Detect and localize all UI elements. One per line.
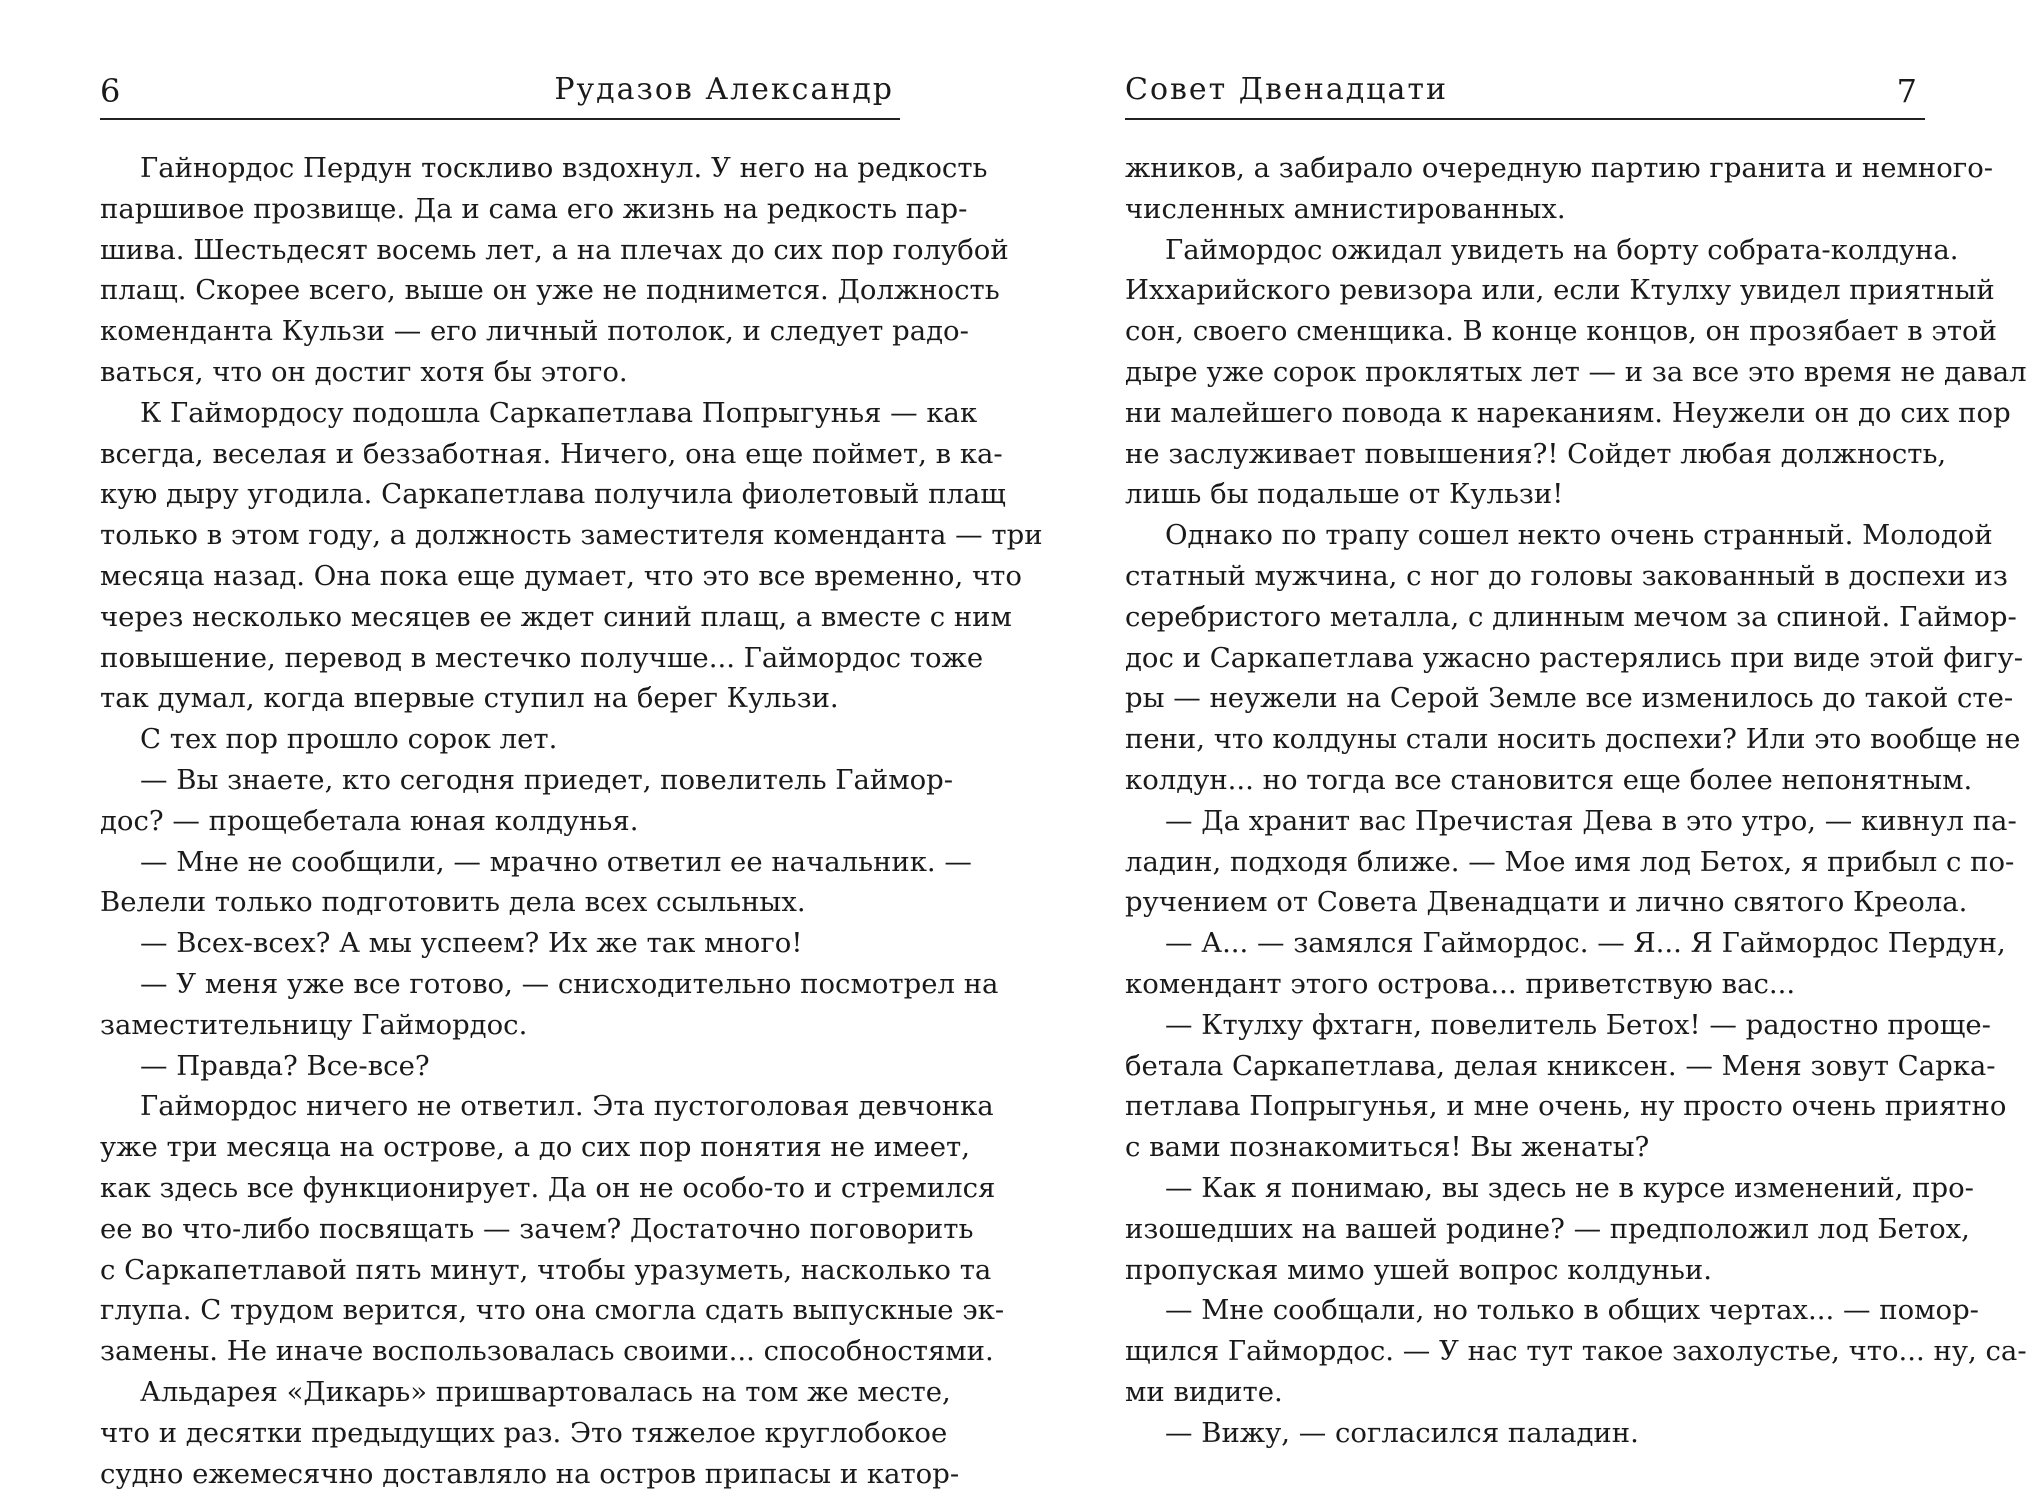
text-line: кую дыру угодила. Саркапетлава получила фиолетовый плащ: [100, 478, 1006, 511]
text-line: повышение, перевод в местечко получше... Гаймордос тоже: [100, 641, 984, 674]
left-page-header: [100, 62, 900, 120]
text-line: коменданта Кульзи — его личный потолок, и следует радо-: [100, 315, 969, 348]
text-line: глупа. С трудом верится, что она смогла сдать выпускные эк-: [100, 1294, 1005, 1327]
right-page: [1125, 0, 2027, 1497]
text-line: ладин, подходя ближе. — Мое имя лод Бетох, я прибыл с по-: [1125, 845, 2015, 878]
text-line: через несколько месяцев ее ждет синий плащ, а вместе с ним: [100, 600, 1012, 633]
text-line: пропуская мимо ушей вопрос колдуньи.: [1125, 1253, 1712, 1286]
text-line: — Мне не сообщили, — мрачно ответил ее начальник. —: [140, 845, 972, 878]
text-line: ни малейшего повода к нареканиям. Неужели он до сих пор: [1125, 396, 2011, 429]
text-line: Гайнордос Пердун тоскливо вздохнул. У него на редкость: [140, 152, 988, 184]
text-line: К Гаймордосу подошла Саркапетлава Попрыгунья — как: [140, 396, 978, 429]
text-line: — Правда? Все-все?: [140, 1049, 430, 1082]
text-line: плащ. Скорее всего, выше он уже не поднимется. Должность: [100, 274, 1000, 307]
text-line: жников, а забирало очередную партию гранита и немного-: [1125, 152, 1994, 184]
text-line: Однако по трапу сошел некто очень странный. Молодой: [1165, 519, 1993, 552]
text-line: Альдарея «Дикарь» пришвартовалась на том же месте,: [140, 1375, 951, 1408]
right-running-head: Совет Двенадцати: [1125, 72, 1448, 107]
text-line: с вами познакомиться! Вы женаты?: [1125, 1131, 1650, 1164]
text-line: лишь бы подальше от Кульзи!: [1125, 478, 1564, 511]
text-line: заместительницу Гаймордос.: [100, 1008, 528, 1041]
left-page: [100, 0, 1043, 1497]
text-line: ми видите.: [1125, 1375, 1283, 1408]
text-line: ее во что-либо посвящать — зачем? Достаточно поговорить: [100, 1212, 974, 1245]
text-line: дос и Саркапетлава ужасно растерялись при виде этой фигу-: [1125, 641, 2024, 674]
text-line: численных амнистированных.: [1125, 192, 1566, 225]
text-line: статный мужчина, с ног до головы закованный в доспехи из: [1125, 559, 2008, 592]
text-line: — А... — замялся Гаймордос. — Я... Я Гаймордос Пердун,: [1165, 927, 2006, 960]
text-line: с Саркапетлавой пять минут, чтобы уразуметь, насколько та: [100, 1253, 992, 1286]
text-line: сон, своего сменщика. В конце концов, он прозябает в этой: [1125, 315, 1997, 348]
text-line: бетала Саркапетлава, делая книксен. — Меня зовут Сарка-: [1125, 1049, 1996, 1082]
text-line: Иххарийского ревизора или, если Ктулху увидел приятный: [1125, 274, 1995, 307]
text-line: — Вижу, — согласился паладин.: [1165, 1416, 1639, 1449]
text-line: колдун... но тогда все становится еще более непонятным.: [1125, 763, 1973, 796]
text-line: шива. Шестьдесят восемь лет, а на плечах до сих пор голубой: [100, 233, 1009, 266]
text-line: щился Гаймордос. — У нас тут такое захолустье, что... ну, са-: [1125, 1335, 2027, 1368]
text-line: дыре уже сорок проклятых лет — и за все это время не давал: [1125, 355, 2027, 388]
text-line: не заслуживает повышения?! Сойдет любая должность,: [1125, 437, 1947, 470]
right-page-header: [1125, 62, 1925, 120]
text-line: судно ежемесячно доставляло на остров припасы и катор-: [100, 1457, 960, 1490]
text-line: Велели только подготовить дела всех ссыльных.: [100, 886, 806, 919]
text-line: паршивое прозвище. Да и сама его жизнь на редкость пар-: [100, 192, 968, 225]
left-page-text: [100, 148, 1043, 1494]
text-line: С тех пор прошло сорок лет.: [140, 723, 558, 756]
text-line: Гаймордос ожидал увидеть на борту собрата-колдуна.: [1165, 233, 1959, 266]
text-line: что и десятки предыдущих раз. Это тяжелое круглобокое: [100, 1416, 948, 1449]
text-line: ваться, что он достиг хотя бы этого.: [100, 355, 628, 388]
text-line: Гаймордос ничего не ответил. Эта пустоголовая девчонка: [140, 1090, 994, 1123]
text-line: как здесь все функционирует. Да он не особо-то и стремился: [100, 1171, 996, 1204]
text-line: — Да хранит вас Пречистая Дева в это утро, — кивнул па-: [1165, 804, 2017, 837]
text-line: пени, что колдуны стали носить доспехи? Или это вообще не: [1125, 723, 2021, 756]
text-line: так думал, когда впервые ступил на берег Кульзи.: [100, 682, 839, 715]
text-line: серебристого металла, с длинным мечом за спиной. Гаймор-: [1125, 600, 2017, 633]
text-line: — Ктулху фхтагн, повелитель Бетох! — радостно проще-: [1165, 1008, 1991, 1041]
text-line: дос? — прощебетала юная колдунья.: [100, 804, 639, 837]
right-page-number: 7: [1896, 72, 1917, 110]
left-running-head: Рудазов Александр: [554, 72, 894, 107]
text-line: ры — неужели на Серой Земле все изменилось до такой сте-: [1125, 682, 2014, 715]
text-line: комендант этого острова... приветствую вас...: [1125, 967, 1796, 1000]
text-line: — Как я понимаю, вы здесь не в курсе изменений, про-: [1165, 1171, 1974, 1204]
text-line: — Всех-всех? А мы успеем? Их же так много!: [140, 927, 803, 960]
text-line: — Вы знаете, кто сегодня приедет, повелитель Гаймор-: [140, 763, 954, 796]
text-line: уже три месяца на острове, а до сих пор понятия не имеет,: [100, 1131, 970, 1164]
text-line: — Мне сообщали, но только в общих чертах... — помор-: [1165, 1294, 1979, 1327]
text-line: всегда, веселая и беззаботная. Ничего, она еще поймет, в ка-: [100, 437, 1003, 470]
text-line: ручением от Совета Двенадцати и лично святого Креола.: [1125, 886, 1968, 919]
text-line: только в этом году, а должность заместителя коменданта — три: [100, 519, 1043, 552]
text-line: изошедших на вашей родине? — предположил лод Бетох,: [1125, 1212, 1970, 1245]
right-page-text: [1125, 148, 2027, 1454]
left-page-number: 6: [100, 72, 121, 110]
text-line: — У меня уже все готово, — снисходительно посмотрел на: [140, 967, 999, 1000]
text-line: замены. Не иначе воспользовалась своими... способностями.: [100, 1335, 994, 1368]
text-line: месяца назад. Она пока еще думает, что это все временно, что: [100, 559, 1022, 592]
text-line: петлава Попрыгунья, и мне очень, ну просто очень приятно: [1125, 1090, 2007, 1123]
